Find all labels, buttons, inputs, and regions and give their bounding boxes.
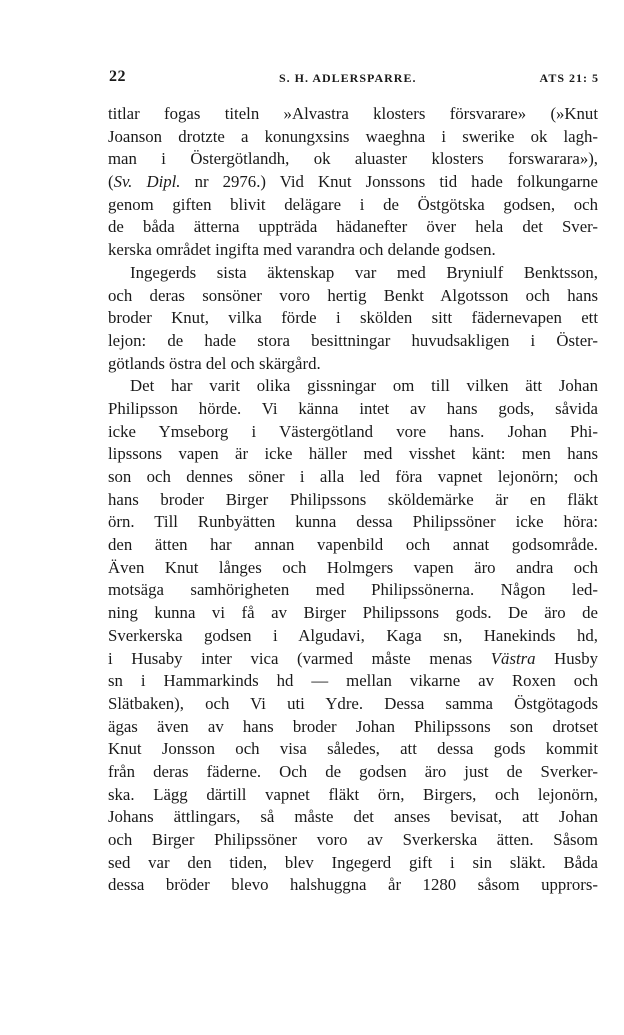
text-line: de båda ätterna uppträda hädanefter över hela det Sver- — [108, 217, 598, 237]
printer-signature: ATS 21: 5 — [539, 71, 599, 85]
text-line: Knut Jonsson och visa således, att dessa gods kommit — [108, 739, 598, 759]
text-line: Joanson drotzte a konungxsins waeghna i swerike ok lagh- — [108, 126, 598, 146]
text-line: Slätbaken), och Vi uti Ydre. Dessa samma Östgötagods — [108, 693, 598, 713]
text-line: kerska området ingifta med varandra och delande godsen. — [108, 240, 496, 260]
text-line: Sverkerska godsen i Algudavi, Kaga sn, Hanekinds hd, — [108, 625, 598, 645]
text-line: lipssons vapen är icke häller med visshet känt: men hans — [108, 444, 598, 464]
text-line: i Husaby inter vica (varmed måste menas Västra Husby — [108, 648, 598, 668]
text-line: (Sv. Dipl. nr 2976.) Vid Knut Jonssons tid hade folkungarne — [108, 172, 599, 192]
text-line: genom giften blivit delägare i de Östgötska godsen, och — [108, 194, 598, 214]
text-line: örn. Till Runbyätten kunna dessa Philipssöner icke höra: — [108, 512, 598, 532]
text-line: från deras fäderne. Och de godsen äro just de Sverker- — [108, 761, 598, 781]
text-line: lejon: de hade stora besittningar huvudsakligen i Öster- — [108, 330, 598, 350]
text-line: motsäga samhörigheten med Philipssönerna. Någon led- — [108, 580, 598, 600]
text-line: ning kunna vi få av Birger Philipssons gods. De äro de — [108, 603, 598, 623]
text-line: Johans ättlingars, så måste det anses bevisat, att Johan — [108, 807, 598, 827]
text-line: man i Östergötlandh, ok aluaster klosters forswarara»), — [108, 149, 598, 169]
body-text — [108, 103, 598, 897]
text-line: götlands östra del och skärgård. — [108, 353, 321, 373]
page-number: 22 — [109, 68, 126, 85]
text-line: ägas även av hans broder Johan Philipssons son drotset — [108, 716, 598, 736]
page-header — [109, 68, 599, 88]
text-line: icke Ymseborg i Västergötland vore hans. Johan Phi- — [108, 421, 598, 441]
text-line: titlar fogas titeln »Alvastra klosters försvarare» (»Knut — [108, 104, 598, 123]
text-line: Philipsson hörde. Vi känna intet av hans gods, såvida — [108, 398, 598, 418]
text-line: broder Knut, vilka förde i skölden sitt fädernevapen ett — [108, 308, 598, 328]
text-line: Även Knut långes och Holmgers vapen äro andra och — [108, 557, 598, 577]
text-line: Ingegerds sista äktenskap var med Bryniulf Benktsson, — [130, 262, 598, 282]
text-line: dessa bröder blevo halshuggna år 1280 såsom upprors- — [108, 875, 598, 895]
text-line: ska. Lägg därtill vapnet fläkt örn, Birgers, och lejonörn, — [108, 784, 598, 804]
text-line: sed var den tiden, blev Ingegerd gift i sin släkt. Båda — [108, 852, 598, 872]
text-line: hans broder Birger Philipssons sköldemärke är en fläkt — [108, 489, 598, 509]
text-line: och Birger Philipssöner voro av Sverkerska ätten. Såsom — [108, 830, 598, 849]
text-line: son och dennes söner i alla led föra vapnet lejonörn; och — [108, 467, 598, 486]
text-line: den ätten har annan vapenbild och annat godsområde. — [108, 535, 598, 555]
text-line: och deras sonsöner voro hertig Benkt Algotsson och hans — [108, 285, 598, 305]
running-title: S. H. ADLERSPARRE. — [279, 71, 417, 85]
text-line: sn i Hammarkinds hd — mellan vikarne av Roxen och — [108, 671, 598, 691]
text-line: Det har varit olika gissningar om till vilken ätt Johan — [130, 376, 598, 396]
